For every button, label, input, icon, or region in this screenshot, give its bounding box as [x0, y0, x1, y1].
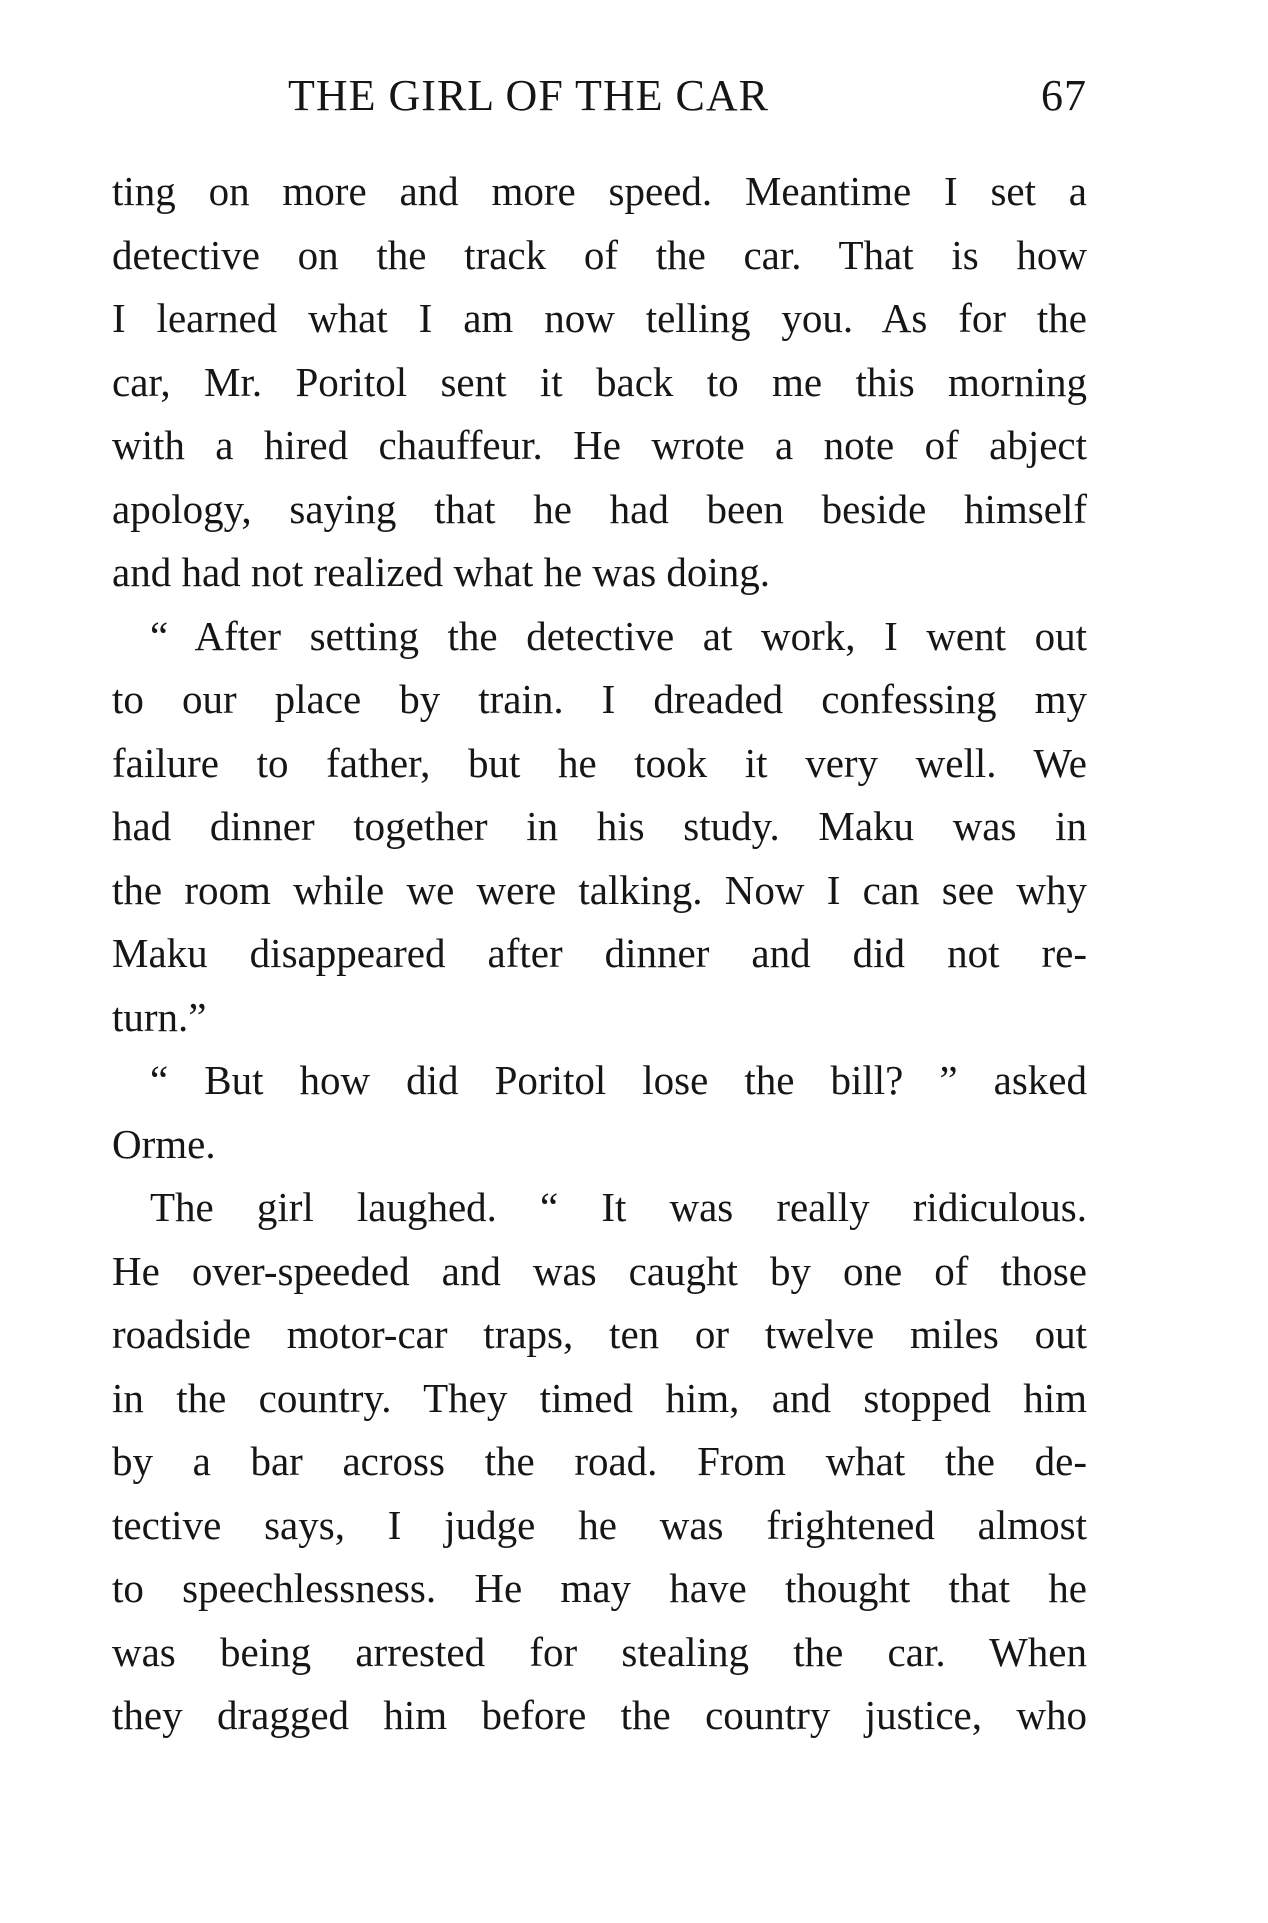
- text-line: was being arrested for stealing the car. When: [112, 1628, 1087, 1675]
- text-line: detective on the track of the car. That is how: [112, 231, 1087, 278]
- running-title: THE GIRL OF THE CAR: [288, 71, 769, 120]
- page-number: 67: [1041, 71, 1087, 120]
- text-line: with a hired chauffeur. He wrote a note of abject: [112, 422, 1087, 468]
- text-line: they dragged him before the country justice, who: [112, 1692, 1087, 1738]
- paragraph: [112, 160, 1087, 605]
- text-line: in the country. They timed him, and stopped him: [112, 1374, 1087, 1421]
- text-line: by a bar across the road. From what the de-: [112, 1438, 1087, 1484]
- text-line: failure to father, but he took it very well. We: [112, 739, 1087, 786]
- running-head: [112, 70, 1087, 130]
- text-line: I learned what I am now telling you. As for the: [112, 295, 1087, 341]
- paragraph: [112, 1176, 1087, 1748]
- body-text: [112, 160, 1087, 1748]
- text-line: “ After setting the detective at work, I went out: [150, 612, 1087, 659]
- paragraph: [112, 1049, 1087, 1176]
- paragraph: [112, 605, 1087, 1050]
- text-line: to our place by train. I dreaded confessing my: [112, 676, 1087, 722]
- text-line: Maku disappeared after dinner and did not re-: [112, 930, 1087, 976]
- text-line: apology, saying that he had been beside himself: [112, 485, 1087, 532]
- text-line: Orme.: [112, 1120, 216, 1167]
- text-line: had dinner together in his study. Maku was in: [112, 803, 1087, 849]
- text-line: roadside motor-car traps, ten or twelve miles out: [112, 1311, 1087, 1357]
- text-line: tective says, I judge he was frightened almost: [112, 1501, 1087, 1548]
- text-line: He over-speeded and was caught by one of those: [112, 1247, 1087, 1294]
- text-line: the room while we were talking. Now I can see why: [112, 866, 1087, 913]
- text-line: and had not realized what he was doing.: [112, 549, 771, 595]
- text-line: turn.”: [112, 993, 207, 1040]
- text-line: to speechlessness. He may have thought that he: [112, 1565, 1087, 1611]
- text-line: ting on more and more speed. Meantime I set a: [112, 168, 1087, 214]
- text-line: “ But how did Poritol lose the bill? ” asked: [150, 1057, 1087, 1103]
- text-line: car, Mr. Poritol sent it back to me this morning: [112, 358, 1087, 405]
- text-line: The girl laughed. “ It was really ridiculous.: [150, 1184, 1087, 1230]
